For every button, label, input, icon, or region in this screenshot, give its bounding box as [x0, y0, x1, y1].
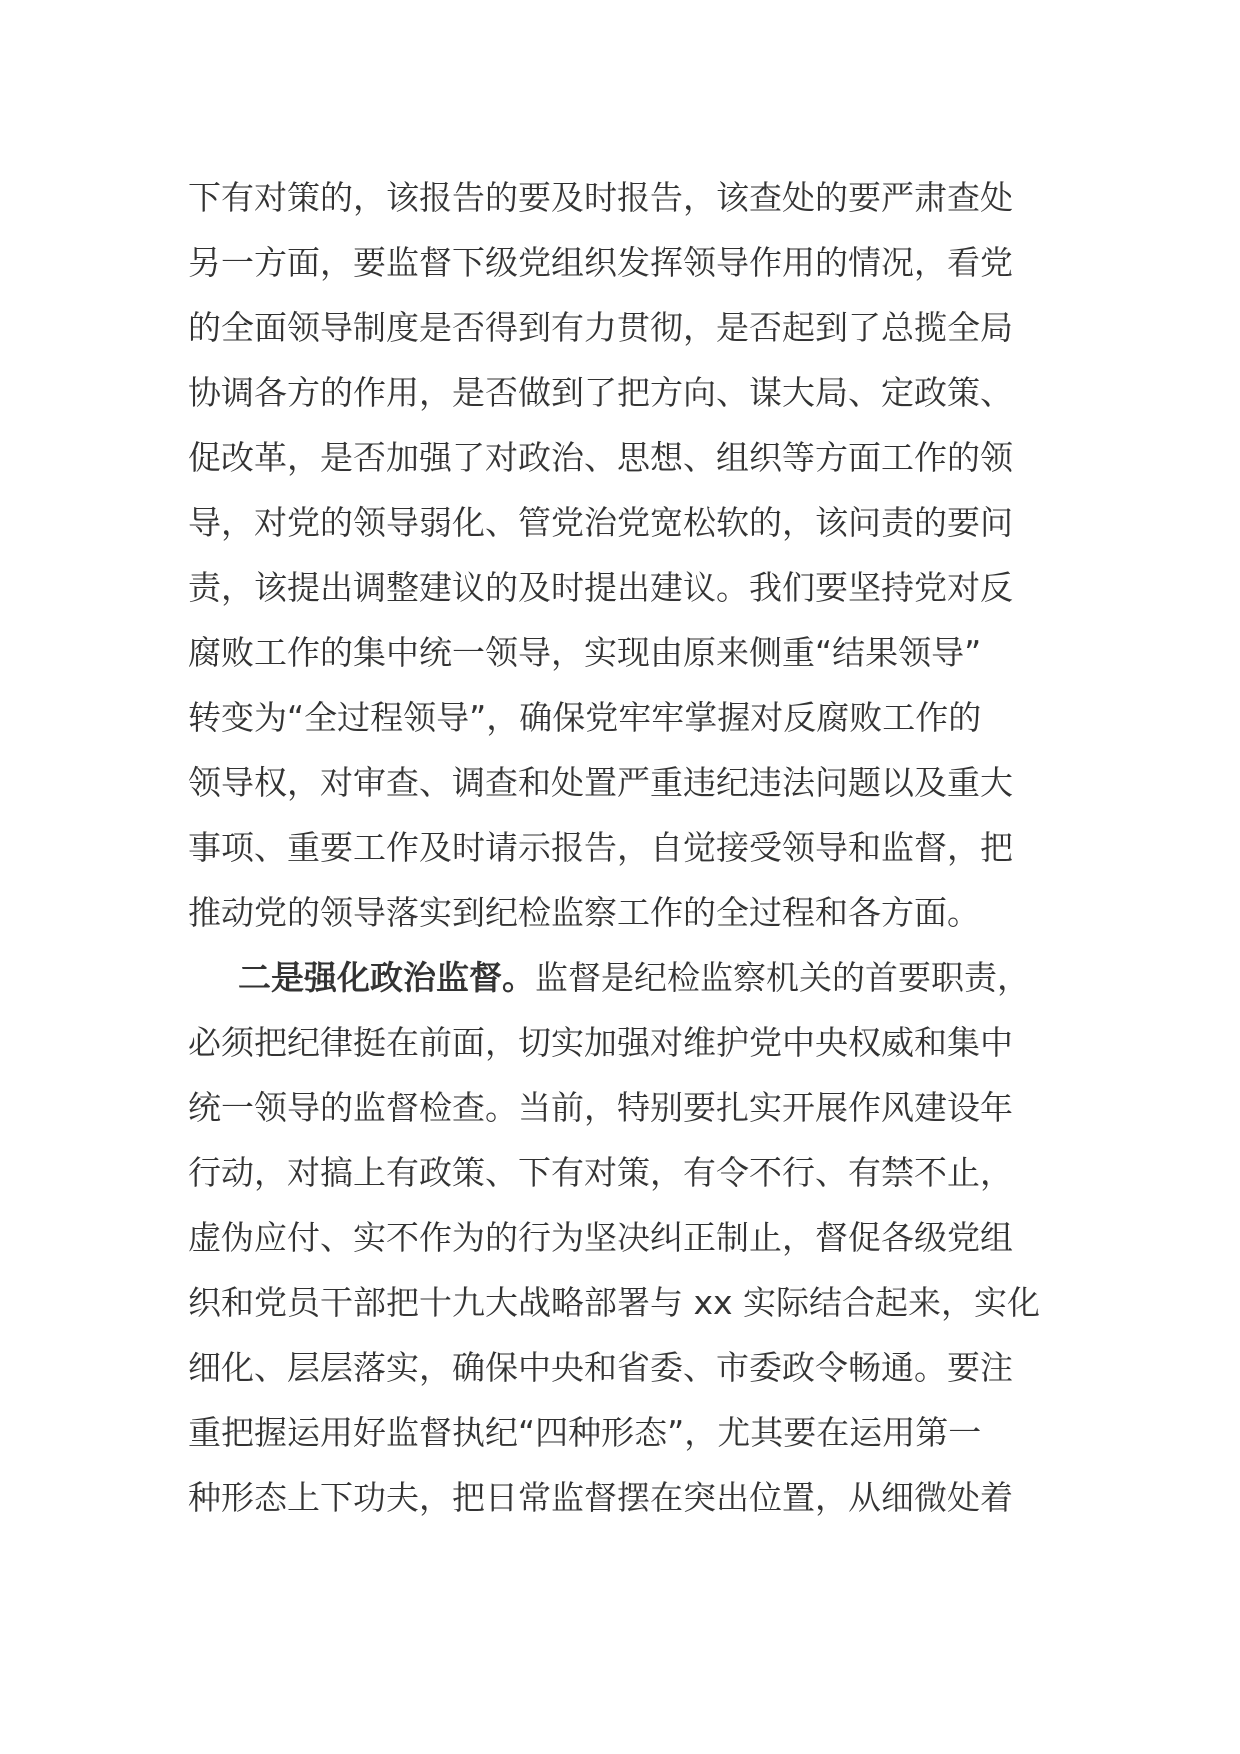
- paragraph-first-line: [188, 945, 1068, 1010]
- text-line: 统一领导的监督检查。当前，特别要扎实开展作风建设年: [188, 1088, 1013, 1127]
- paragraph-first-line-text: 监督是纪检监察机关的首要职责，: [535, 958, 1030, 997]
- text-line: 导，对党的领导弱化、管党治党宽松软的，该问责的要问: [188, 503, 1013, 542]
- text-line: 下有对策的，该报告的要及时报告，该查处的要严肃查处: [188, 178, 1013, 217]
- text-line: 行动，对搞上有政策、下有对策，有令不行、有禁不止，: [188, 1153, 1013, 1192]
- text-line: 腐败工作的集中统一领导，实现由原来侧重“结果领导”: [188, 633, 982, 672]
- text-line: 虚伪应付、实不作为的行为坚决纠正制止，督促各级党组: [188, 1218, 1013, 1257]
- text-line: 织和党员干部把十九大战略部署与 xx 实际结合起来，实化: [188, 1283, 1041, 1322]
- paragraph-1: [188, 165, 1068, 945]
- text-line: 转变为“全过程领导”，确保党牢牢掌握对反腐败工作的: [188, 698, 982, 737]
- text-line: 推动党的领导落实到纪检监察工作的全过程和各方面。: [188, 893, 980, 932]
- text-line: 必须把纪律挺在前面，切实加强对维护党中央权威和集中: [188, 1023, 1013, 1062]
- text-line: 的全面领导制度是否得到有力贯彻，是否起到了总揽全局: [188, 308, 1013, 347]
- text-line: 事项、重要工作及时请示报告，自觉接受领导和监督，把: [188, 828, 1013, 867]
- document-body: [188, 165, 1068, 1530]
- text-line: 细化、层层落实，确保中央和省委、市委政令畅通。要注: [188, 1348, 1013, 1387]
- text-line: 责，该提出调整建议的及时提出建议。我们要坚持党对反: [188, 568, 1013, 607]
- paragraph-2: [188, 945, 1068, 1530]
- text-line: 另一方面，要监督下级党组织发挥领导作用的情况，看党: [188, 243, 1013, 282]
- text-line: 种形态上下功夫，把日常监督摆在突出位置，从细微处着: [188, 1478, 1013, 1517]
- text-line: 领导权，对审查、调查和处置严重违纪违法问题以及重大: [188, 763, 1013, 802]
- text-line: 促改革，是否加强了对政治、思想、组织等方面工作的领: [188, 438, 1013, 477]
- paragraph-heading: 二是强化政治监督。: [238, 958, 535, 997]
- text-line: 协调各方的作用，是否做到了把方向、谋大局、定政策、: [188, 373, 1013, 412]
- text-line: 重把握运用好监督执纪“四种形态”，尤其要在运用第一: [188, 1413, 982, 1452]
